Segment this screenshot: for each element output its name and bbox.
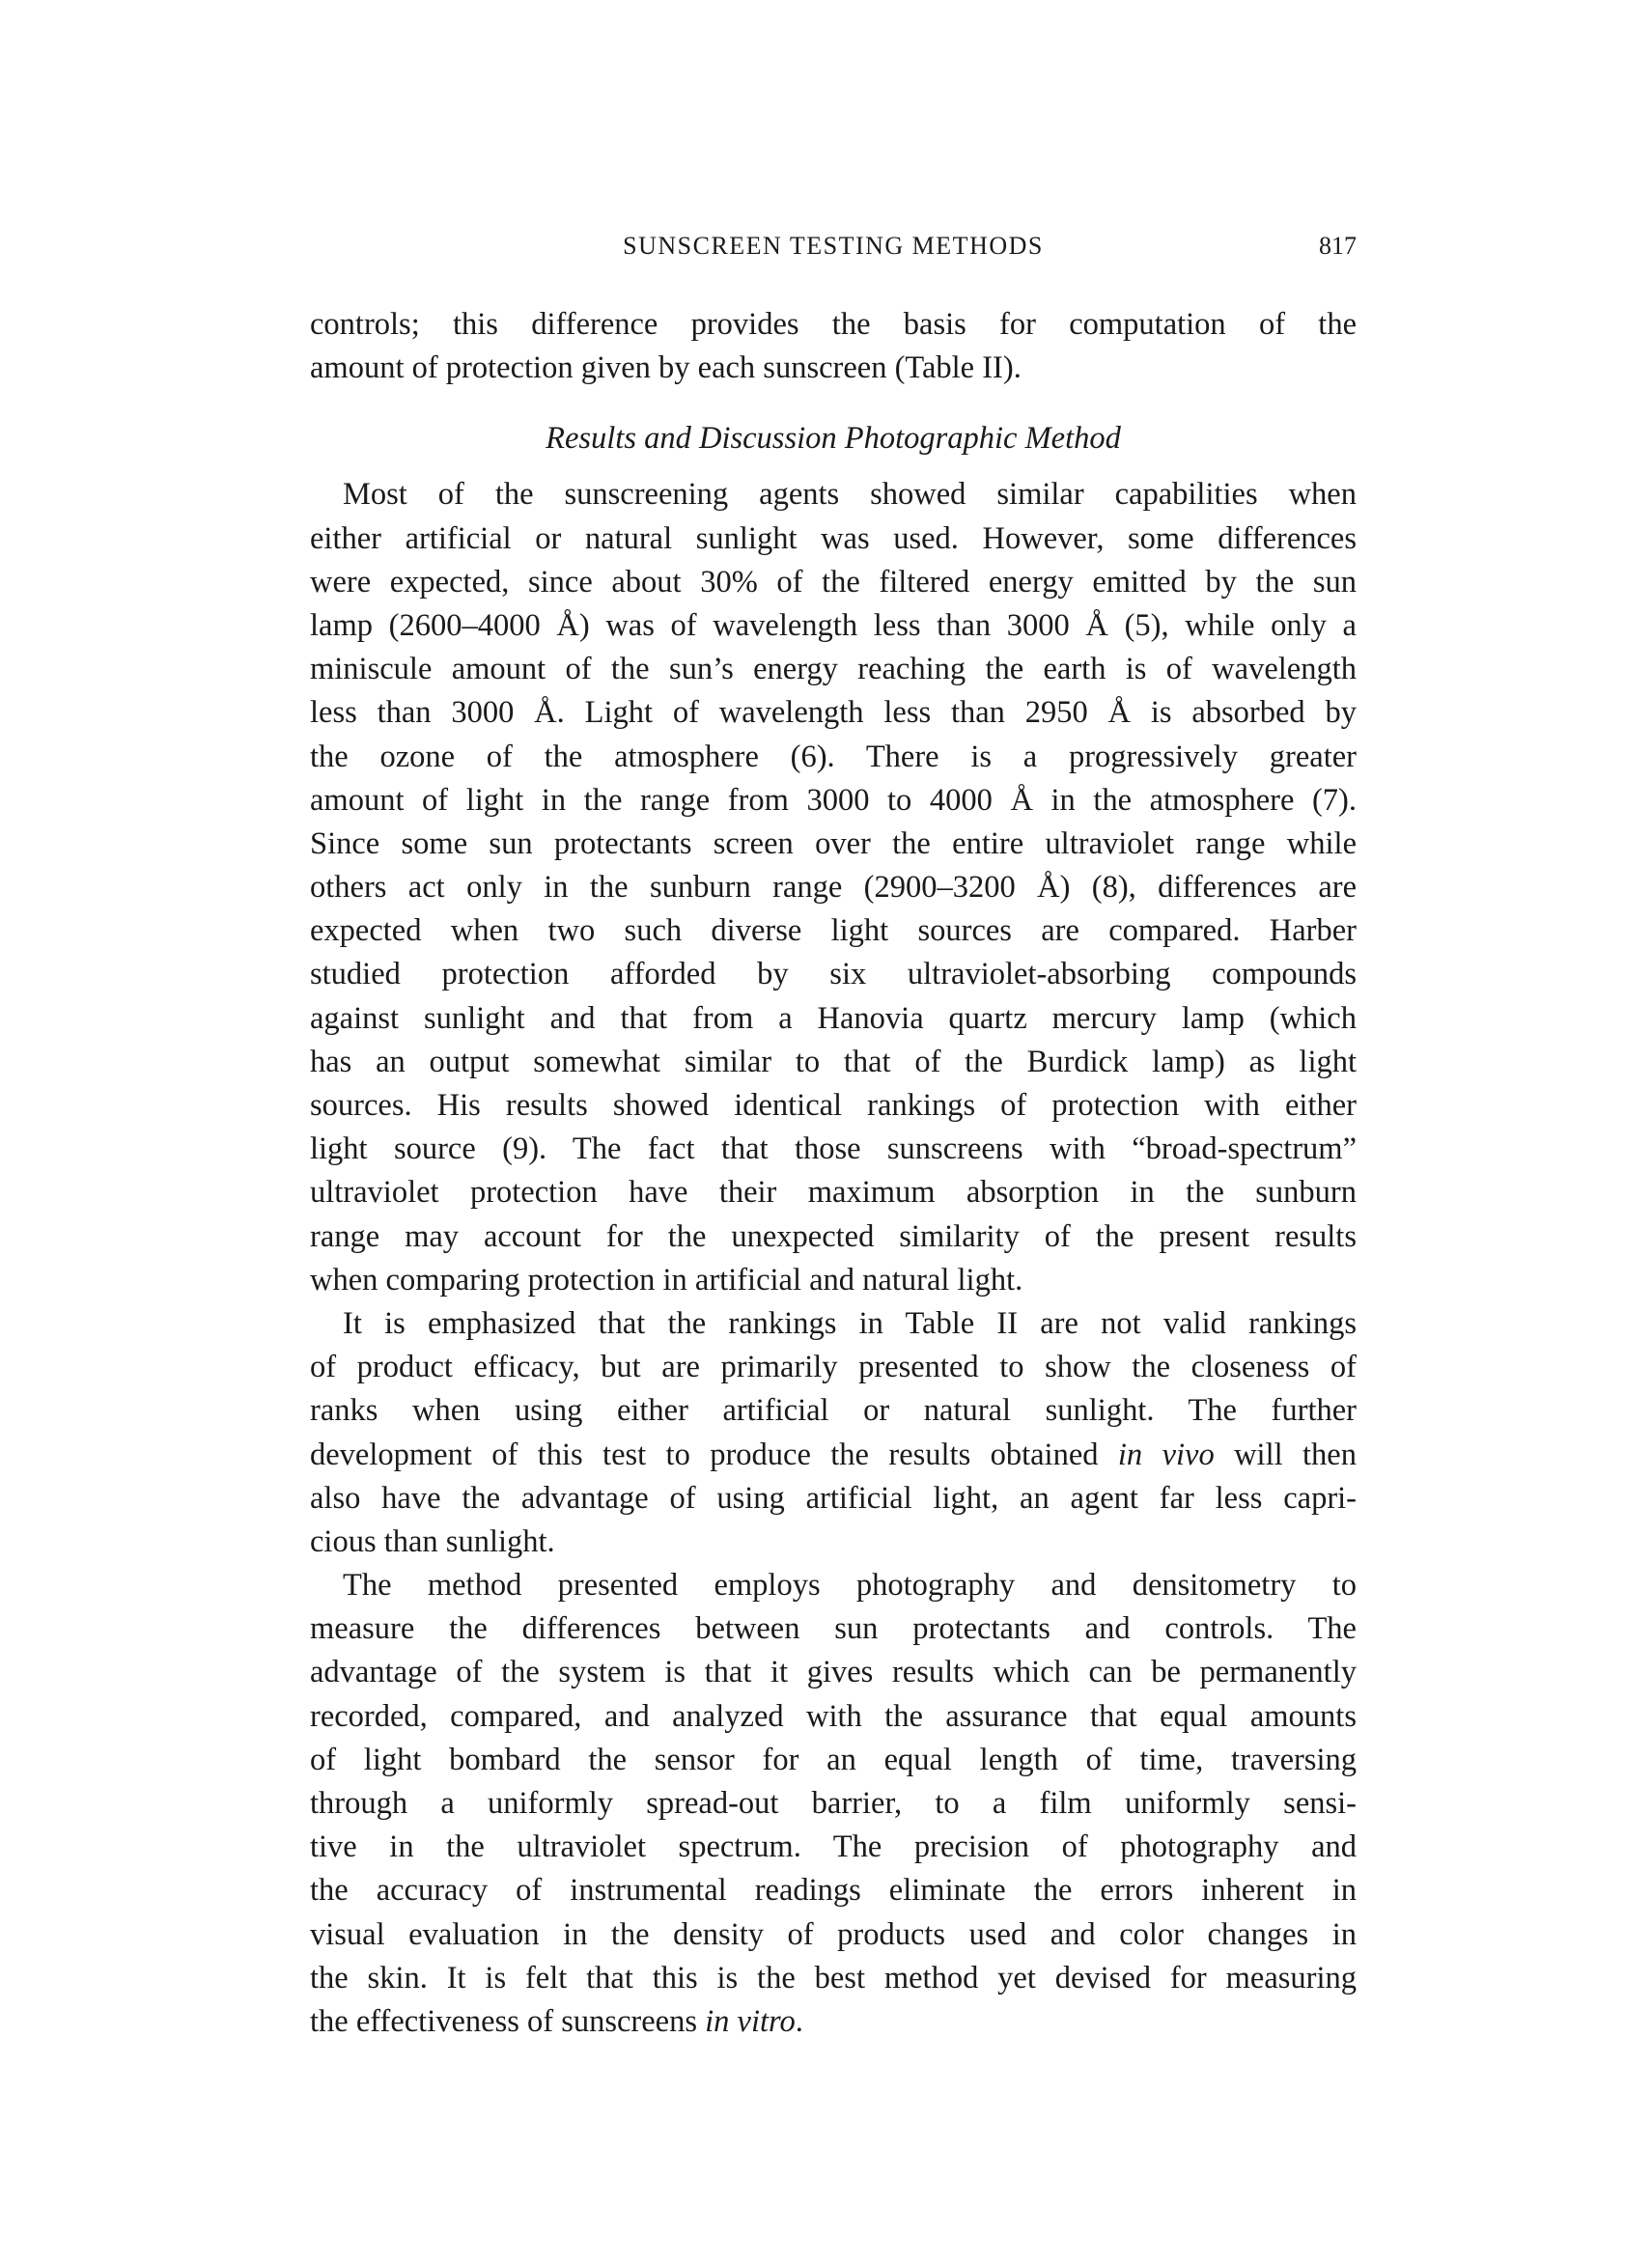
text-line: recorded, compared, and analyzed with the assurance that equal amounts — [310, 1698, 1357, 1734]
text-line: It is emphasized that the rankings in Table II are not valid rankings — [343, 1305, 1357, 1341]
text-line: cious than sunlight. — [310, 1523, 555, 1559]
text-line: The method presented employs photography and densitometry to — [343, 1568, 1357, 1604]
text-line: studied protection afforded by six ultraviolet-absorbing compounds — [310, 957, 1357, 992]
text-line: less than 3000 Å. Light of wavelength less than 2950 Å is absorbed by — [310, 695, 1357, 731]
text-line: measure the differences between sun protectants and controls. The — [310, 1611, 1357, 1647]
text-line: amount of protection given by each sunscreen (Table II). — [310, 350, 1022, 386]
running-header — [310, 228, 1357, 266]
text-run: the effectiveness of sunscreens — [310, 2003, 706, 2039]
text-line: tive in the ultraviolet spectrum. The precision of photography and — [310, 1829, 1357, 1865]
text-line: the skin. It is felt that this is the best method yet devised for measuring — [310, 1960, 1357, 1996]
text-line: ranks when using either artificial or natural sunlight. The further — [310, 1393, 1357, 1429]
text-line: lamp (2600–4000 Å) was of wavelength less than 3000 Å (5), while only a — [310, 607, 1357, 643]
paragraph-method — [310, 1564, 1357, 2044]
text-line: advantage of the system is that it gives results which can be permanently — [310, 1655, 1357, 1690]
text-line-with-italic — [310, 1434, 1357, 1477]
text-line: miniscule amount of the sun’s energy reaching the earth is of wavelength — [310, 652, 1357, 687]
text-line: range may account for the unexpected similarity of the present results — [310, 1218, 1357, 1254]
text-line: of light bombard the sensor for an equal length of time, traversing — [310, 1742, 1357, 1777]
text-line: either artificial or natural sunlight was used. However, some differences — [310, 520, 1357, 556]
paragraph-rankings — [310, 1302, 1357, 1564]
italic-phrase: in vitro — [705, 2003, 796, 2039]
italic-phrase: in vivo — [1117, 1437, 1215, 1472]
page-number: 817 — [1319, 232, 1357, 260]
text-line: Since some sun protectants screen over the entire ultraviolet range while — [310, 825, 1357, 861]
text-line: visual evaluation in the density of products used and color changes in — [310, 1916, 1357, 1952]
text-line: amount of light in the range from 3000 to 4000 Å in the atmosphere (7). — [310, 782, 1357, 818]
text-line-with-italic — [310, 2000, 1357, 2044]
text-line: also have the advantage of using artificial light, an agent far less capri- — [310, 1480, 1357, 1516]
text-run: development of this test to produce the results obtained — [310, 1437, 1118, 1472]
section-heading: Results and Discussion Photographic Method — [546, 421, 1121, 457]
text-line: through a uniformly spread-out barrier, to a film uniformly sensi- — [310, 1786, 1357, 1821]
paragraph-results-1 — [310, 473, 1357, 1302]
text-line: others act only in the sunburn range (2900–3200 Å) (8), differences are — [310, 870, 1357, 906]
text-line: expected when two such diverse light sources are compared. Harber — [310, 913, 1357, 949]
running-title: SUNSCREEN TESTING METHODS — [623, 232, 1044, 260]
text-run: . — [795, 2003, 803, 2039]
text-line: of product efficacy, but are primarily presented to show the closeness of — [310, 1350, 1357, 1385]
text-line: were expected, since about 30% of the filtered energy emitted by the sun — [310, 564, 1357, 600]
text-line: light source (9). The fact that those sunscreens with “broad-spectrum” — [310, 1131, 1357, 1167]
text-line: against sunlight and that from a Hanovia quartz mercury lamp (which — [310, 1000, 1357, 1036]
text-line: controls; this difference provides the basis for computation of the — [310, 307, 1357, 342]
text-line: Most of the sunscreening agents showed similar capabilities when — [343, 477, 1357, 513]
text-run: will then — [1214, 1437, 1357, 1472]
continuation-paragraph — [310, 303, 1357, 390]
text-line: ultraviolet protection have their maximum absorption in the sunburn — [310, 1175, 1357, 1211]
text-line: when comparing protection in artificial and natural light. — [310, 1262, 1023, 1298]
document-page — [310, 228, 1357, 2044]
text-line: sources. His results showed identical rankings of protection with either — [310, 1088, 1357, 1123]
text-line: the ozone of the atmosphere (6). There is a progressively greater — [310, 739, 1357, 774]
text-line: has an output somewhat similar to that of the Burdick lamp) as light — [310, 1044, 1357, 1079]
text-line: the accuracy of instrumental readings eliminate the errors inherent in — [310, 1873, 1357, 1909]
